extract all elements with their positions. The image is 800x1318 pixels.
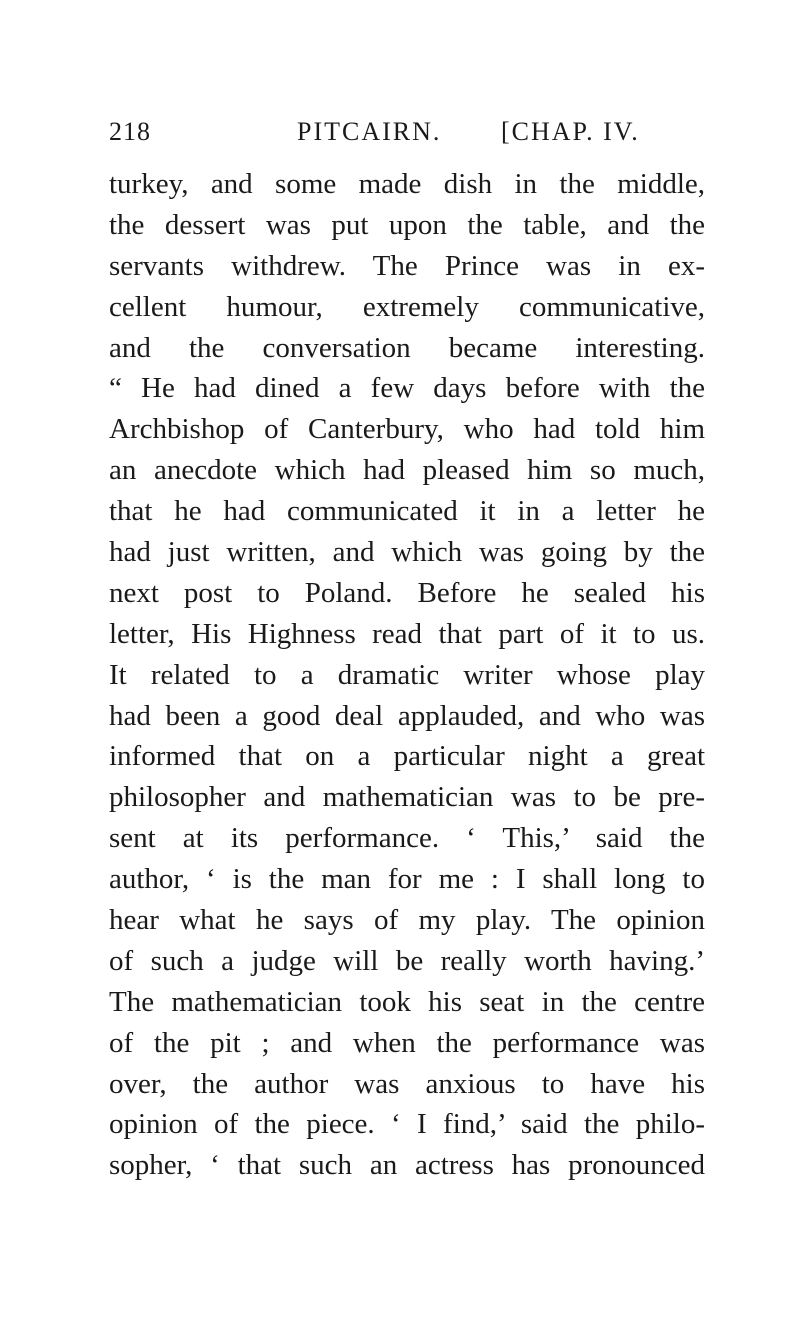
text-line: The mathematician took his seat in the centre <box>109 985 705 1018</box>
text-line: the dessert was put upon the table, and the <box>109 208 705 241</box>
text-line: an anecdote which had pleased him so much, <box>109 454 705 487</box>
text-line: of such a judge will be really worth having.’ <box>109 944 705 977</box>
text-line: Archbishop of Canterbury, who had told him <box>109 413 705 446</box>
page-number: 218 <box>109 117 151 146</box>
text-line: turkey, and some made dish in the middle, <box>109 168 705 200</box>
text-line: sent at its performance. ‘ This,’ said the <box>109 822 705 855</box>
text-line: hear what he says of my play. The opinion <box>109 904 705 937</box>
chapter-reference: [CHAP. IV. <box>501 117 640 146</box>
text-line: cellent humour, extremely communicative, <box>109 290 705 323</box>
text-line: “ He had dined a few days before with the <box>109 372 705 405</box>
page-title: PITCAIRN. <box>297 117 442 146</box>
text-line: of the pit ; and when the performance was <box>109 1026 705 1059</box>
text-line: letter, His Highness read that part of it to us. <box>109 617 705 650</box>
text-line: philosopher and mathematician was to be pre- <box>109 781 705 814</box>
body-text <box>109 164 705 1186</box>
text-line: informed that on a particular night a great <box>109 740 705 773</box>
text-line: that he had communicated it in a letter he <box>109 495 705 528</box>
text-line: next post to Poland. Before he sealed his <box>109 576 705 609</box>
text-line: sopher, ‘ that such an actress has pronounced <box>109 1149 705 1182</box>
text-line: It related to a dramatic writer whose play <box>109 658 705 691</box>
text-line: had just written, and which was going by the <box>109 536 705 569</box>
text-line: over, the author was anxious to have his <box>109 1067 705 1100</box>
text-line: opinion of the piece. ‘ I find,’ said the philo- <box>109 1108 705 1141</box>
text-line: had been a good deal applauded, and who was <box>109 699 705 732</box>
text-line: servants withdrew. The Prince was in ex- <box>109 249 705 282</box>
text-line: author, ‘ is the man for me : I shall long to <box>109 863 705 896</box>
running-head <box>109 112 709 152</box>
text-line: and the conversation became interesting. <box>109 331 705 364</box>
